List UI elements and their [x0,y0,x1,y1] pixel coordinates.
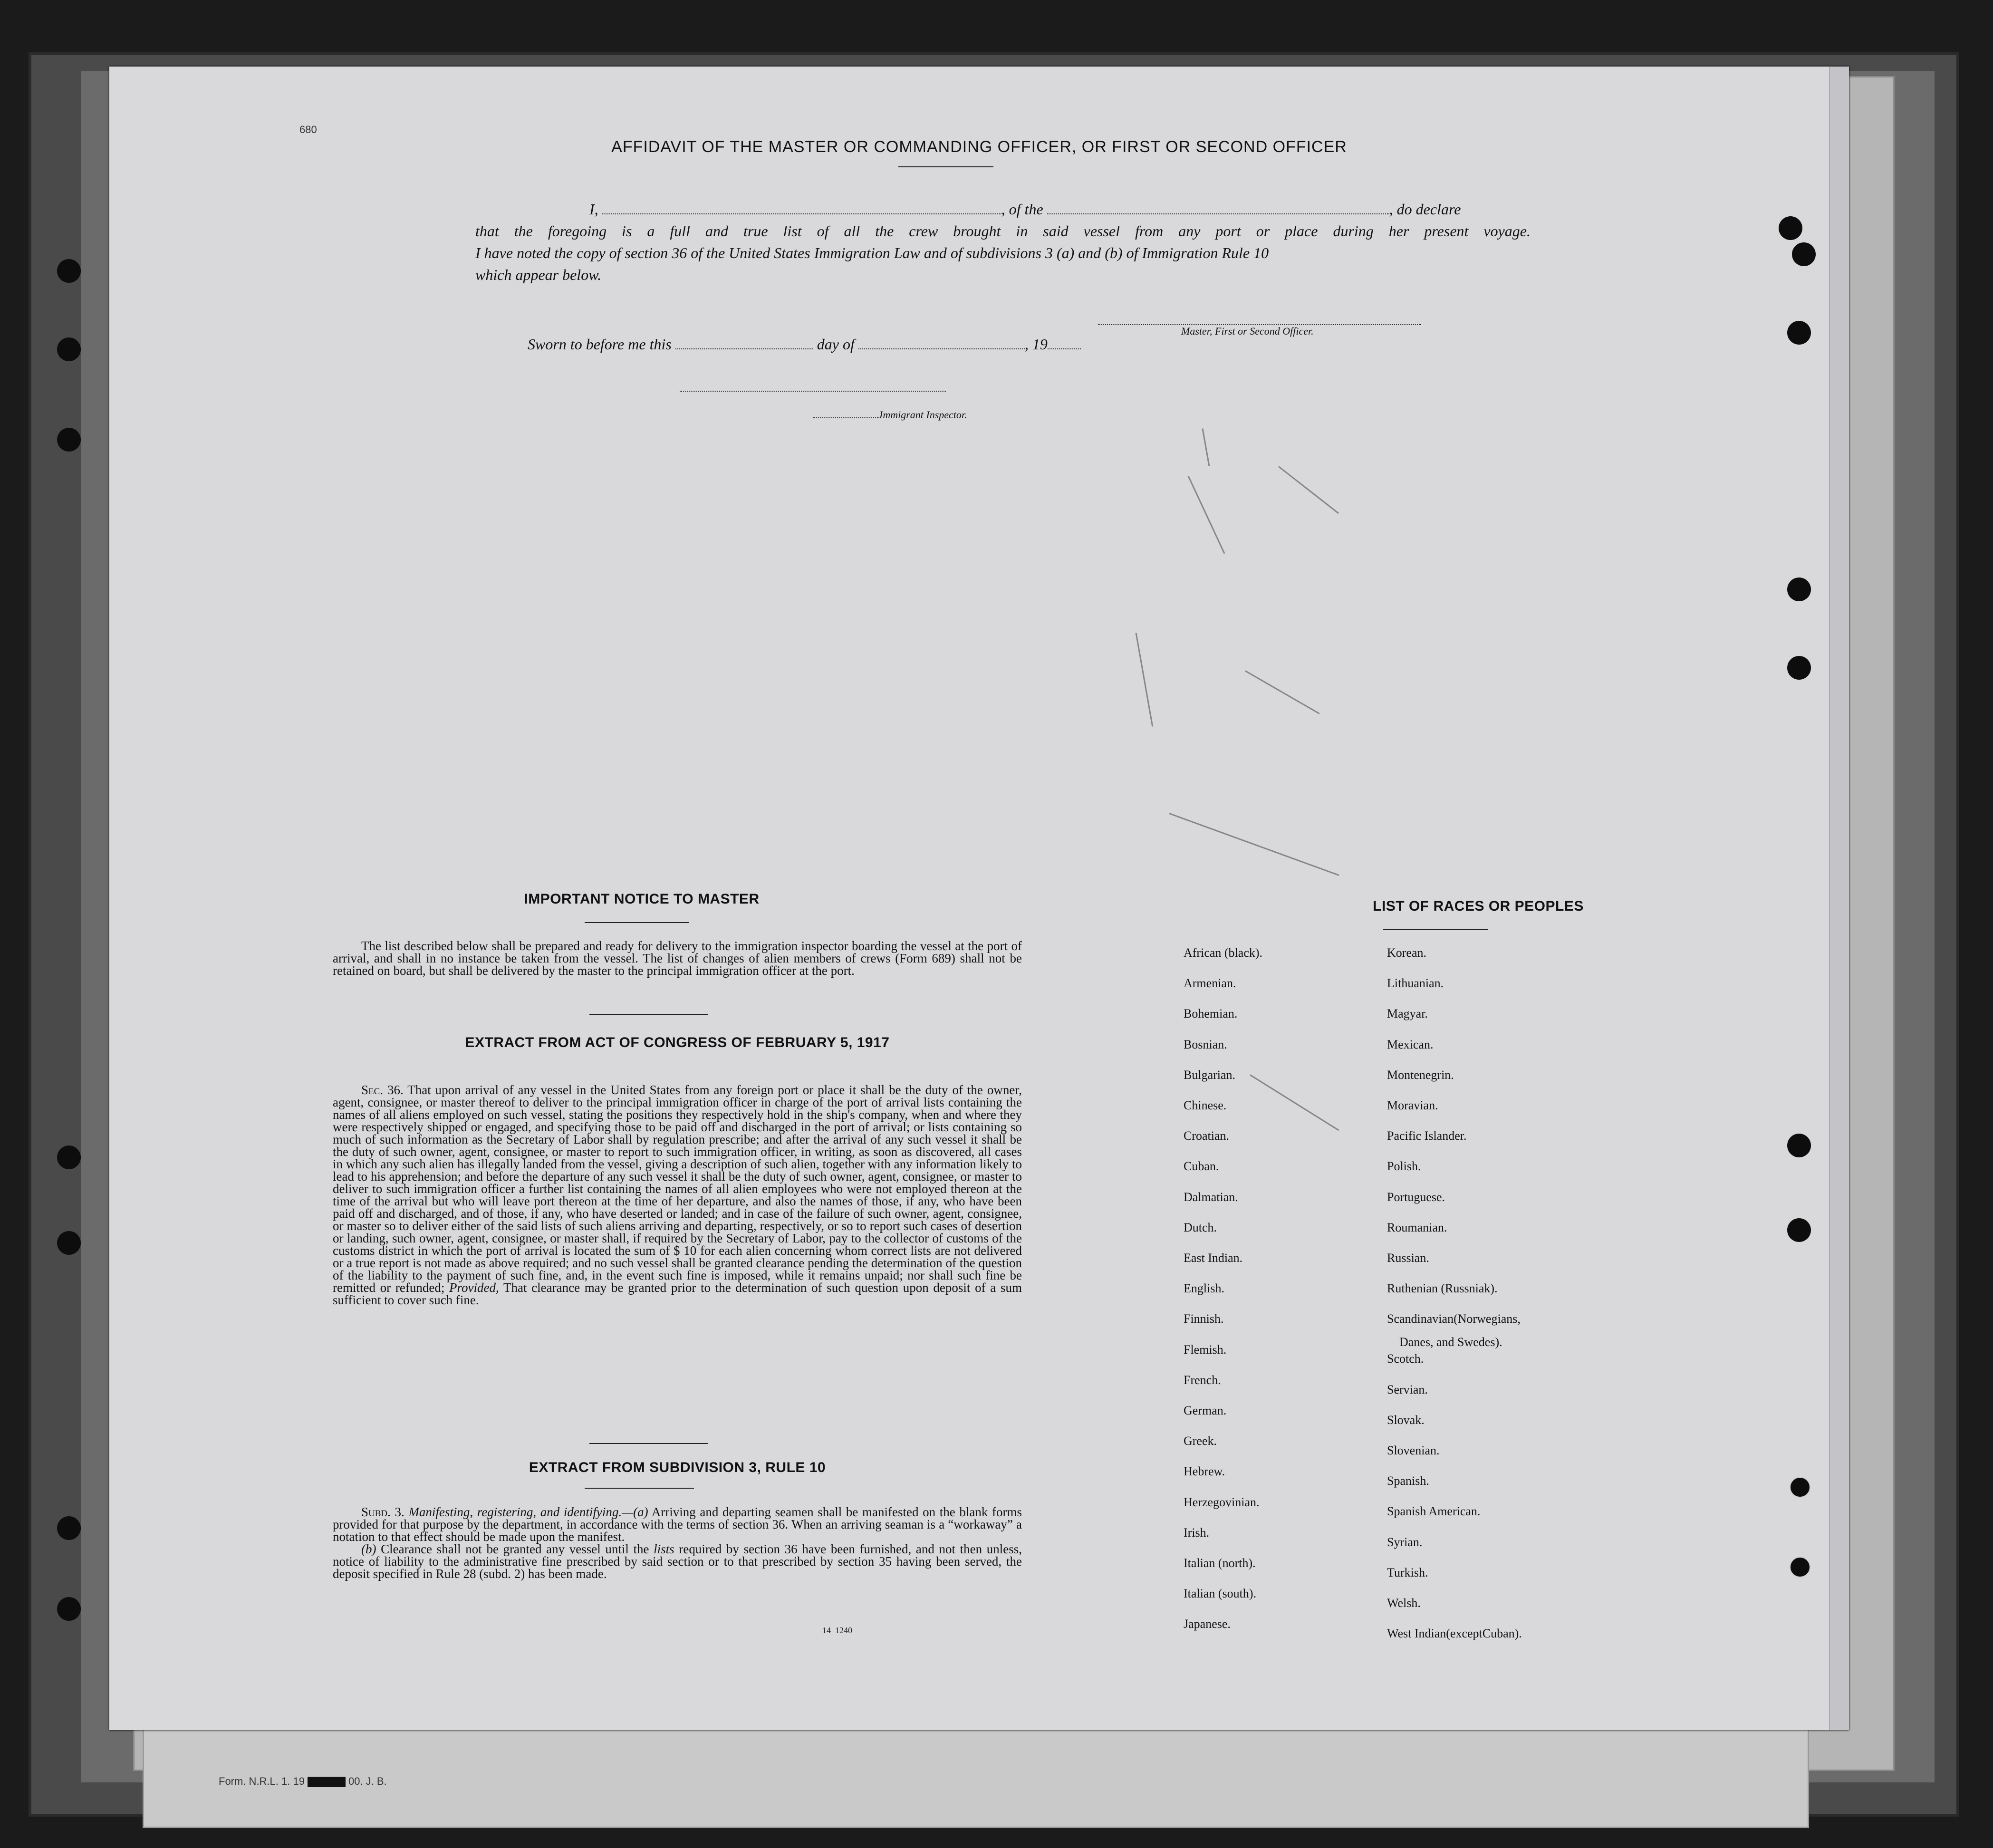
punch-hole [1787,656,1811,680]
race-item: African (black). [1184,946,1263,960]
affidavit-line-2: that the foregoing is a full and true list of all the crew brought in said vessel from any port or place during her present voyage. [475,222,1531,240]
section-label: Sec. 36. [361,1083,404,1097]
pencil-mark [1188,476,1225,554]
race-item: Scotch. [1387,1352,1424,1366]
race-item: Spanish American. [1387,1504,1481,1518]
race-item: Flemish. [1184,1343,1227,1357]
race-item: Montenegrin. [1387,1068,1454,1082]
race-item: Cuban. [1184,1159,1219,1173]
race-item: Lithuanian. [1387,976,1444,990]
vessel-blank [1047,203,1389,214]
signature-line [1098,314,1421,325]
punch-hole [57,337,81,361]
form-code: 14–1240 [822,1626,852,1635]
punch-hole [57,259,81,283]
races-left-column [1184,946,1374,1706]
races-rule [1383,929,1488,930]
race-item: Welsh. [1387,1596,1421,1610]
race-item: English. [1184,1281,1224,1295]
extract-rule-title: EXTRACT FROM SUBDIVISION 3, RULE 10 [529,1460,826,1475]
race-item: French. [1184,1373,1221,1387]
form-footer [219,1775,387,1788]
subdivision-3-body [333,1506,1022,1580]
day-blank [675,338,813,349]
affidavit-declare: , do declare [1389,201,1461,218]
race-item: Spanish. [1387,1474,1429,1488]
race-item: Italian (south). [1184,1587,1257,1600]
punch-hole [1779,216,1802,240]
inspector-line [680,380,946,392]
punch-hole [1790,1557,1810,1578]
corner-number: 680 [299,124,317,135]
subd-b-post: required by section 36 have been furnished, and not then unless, notice of liability to the administrative fine prescribed by said section or to that prescribed by section 35 having been served, the deposit specified in Rule 28 (subd. 2) has been made. [333,1542,1022,1581]
section-36-body [333,1084,1022,1306]
punch-hole [57,1597,81,1621]
race-item: Greek. [1184,1434,1217,1448]
race-item: Mexican. [1387,1038,1434,1051]
pencil-mark [1202,428,1210,466]
month-blank [858,338,1025,349]
race-item: Russian. [1387,1251,1429,1265]
race-item: Croatian. [1184,1129,1230,1143]
inspector-label-text: Immigrant Inspector. [879,409,967,421]
race-item: Pacific Islander. [1387,1129,1467,1143]
race-item: Dalmatian. [1184,1190,1238,1204]
document-page [109,67,1849,1730]
pencil-mark [1245,670,1319,714]
extract-act-title: EXTRACT FROM ACT OF CONGRESS OF FEBRUARY 5, 1917 [465,1035,890,1050]
affidavit-of-the: , of the [1001,201,1043,218]
redaction-block [308,1777,346,1787]
sworn-day: day of [817,336,855,353]
race-item: Irish. [1184,1526,1210,1540]
race-item: Servian. [1387,1383,1428,1396]
punch-hole [57,1231,81,1255]
punch-hole [1787,578,1811,601]
race-item: Polish. [1387,1159,1421,1173]
race-item: Herzegovinian. [1184,1495,1260,1509]
name-blank [602,203,1001,214]
affidavit-i: I, [589,201,598,218]
race-item: Finnish. [1184,1312,1224,1326]
race-item: Japanese. [1184,1617,1231,1631]
punch-hole [1787,321,1811,345]
affidavit-line-1 [528,201,1461,218]
race-item: Chinese. [1184,1098,1227,1112]
notice-title: IMPORTANT NOTICE TO MASTER [524,891,760,907]
races-right-column [1387,946,1634,1706]
provided-word: Provided, [449,1280,499,1295]
subd-heading: Manifesting, registering, and identifying.—(a) [408,1505,648,1519]
race-item: Dutch. [1184,1221,1217,1234]
race-item: Slovenian. [1387,1444,1440,1457]
punch-hole [1790,1477,1810,1498]
sworn-year: , 19 [1024,336,1048,353]
race-item: Magyar. [1387,1007,1428,1020]
section-36-end: That clearance may be granted prior to the determination of such question upon deposit of a sum sufficient to cover such fine. [333,1280,1022,1307]
subd-b-lists: lists [654,1542,674,1556]
year-blank [1048,338,1081,349]
race-item: Syrian. [1387,1535,1423,1549]
race-item: Scandinavian(Norwegians, [1387,1312,1521,1326]
punch-hole [57,1145,81,1169]
punch-hole [57,428,81,452]
notice-body-text: The list described below shall be prepared and ready for delivery to the immigration inspector boarding the vessel at the port of arrival, and shall in no instance be taken from the vessel. The list of changes of alien members of crews (Form 689) shall not be retained on board, but shall be delivered by the master to the principal immigration officer at the port. [333,939,1022,978]
page-edge [1829,67,1849,1730]
title-rule [898,166,993,167]
race-item: Ruthenian (Russniak). [1387,1281,1498,1295]
race-item: German. [1184,1404,1227,1417]
pencil-mark [1169,813,1339,876]
act-divider [589,1443,708,1444]
rule-rule [585,1488,694,1489]
subd-b-pre: Clearance shall not be granted any vessel until the [381,1542,649,1556]
race-item: Italian (north). [1184,1556,1256,1570]
footer-right: 00. J. B. [348,1775,387,1787]
signature-label: Master, First or Second Officer. [1181,325,1314,337]
sworn-prefix: Sworn to before me this [528,336,672,353]
affidavit-title: AFFIDAVIT OF THE MASTER OR COMMANDING OFFICER, OR FIRST OR SECOND OFFICER [611,138,1347,156]
races-title: LIST OF RACES OR PEOPLES [1373,898,1584,914]
race-item: Armenian. [1184,976,1236,990]
affidavit-line-3: I have noted the copy of section 36 of the United States Immigration Law and of subdivisions 3 (a) and (b) of Immigration Rule 10 [475,244,1269,261]
footer-left: Form. N.R.L. 1. 19 [219,1775,305,1787]
race-item: Korean. [1387,946,1427,960]
race-item: West Indian(exceptCuban). [1387,1627,1522,1640]
race-item: Slovak. [1387,1413,1425,1427]
race-item: Hebrew. [1184,1464,1225,1478]
punch-hole [1787,1218,1811,1242]
pencil-mark [1278,466,1339,514]
race-item: Bulgarian. [1184,1068,1236,1082]
race-item: Bosnian. [1184,1038,1227,1051]
notice-divider [589,1014,708,1015]
punch-hole [1787,1134,1811,1157]
section-36-text: That upon arrival of any vessel in the United States from any foreign port or place it shall be the duty of the owner, agent, consignee, or master thereof to deliver to the principal immigration officer in charge of the port of arrival lists containing the names of all aliens employed on such vessel, stating the positions they respectively hold in the ship's company, when and where they were respectively shipped or engaged, and specifying those to be paid off and discharged in the port of arrival; or lists containing so much of such information as the Secretary of Labor shall by regulation prescribe; and after the arrival of any such vessel it shall be the duty of such owner, agent, consignee, or master to report to such immigration officer, in writing, as soon as discovered, all cases in which any such alien has illegally landed from the vessel, giving a description of such alien, together with any information likely to lead to his apprehension; and before the departure of any such vessel it shall be the duty of such owner, agent, consignee, or master to deliver to such immigration officer a further list containing the names of all alien employees who were not employed thereon at the time of the arrival but who will leave port thereon at the time of her departure, and also the names of those, if any, who have been paid off and discharged, and of those, if any, who have deserted or landed; and in case of the failure of such owner, agent, consignee, or master so to deliver either of the said lists of such aliens arriving and departing, respectively, or so to report such cases of desertion or landing, such owner, agent, consignee, or master shall, if required by the Secretary of Labor, pay to the collector of customs of the customs district in which the port of arrival is located the sum of $ 10 for each alien concerning whom correct lists are not delivered or a true report is not made as above required; and no such vessel shall be granted clearance pending the determination of the question of the liability to the payment of such fine, and, in the event such fine is imposed, while it remains unpaid; nor shall such fine be remitted or refunded; [333,1083,1022,1295]
subd-a-text: Arriving and departing seamen shall be manifested on the blank forms provided for that purpose by the department, in accordance with the terms of section 36. When an arriving seaman is a “workaway” a notation to that effect should be made upon the manifest. [333,1505,1022,1544]
subd-b-label: (b) [361,1542,376,1556]
race-item: Roumanian. [1387,1221,1447,1234]
punch-hole [57,1516,81,1540]
race-item: Portuguese. [1387,1190,1445,1204]
affidavit-line-4: which appear below. [475,266,602,283]
notice-body [333,940,1022,977]
race-item: East Indian. [1184,1251,1243,1265]
race-item: Moravian. [1387,1098,1438,1112]
race-item: Turkish. [1387,1566,1428,1579]
subd-label: Subd. 3. [361,1505,404,1519]
punch-hole [1792,242,1816,266]
inspector-label [813,409,967,421]
race-item: Bohemian. [1184,1007,1238,1020]
notice-rule [585,922,689,923]
sworn-line [528,336,1081,353]
pencil-mark [1136,633,1154,726]
race-item: Danes, and Swedes). [1399,1335,1502,1349]
